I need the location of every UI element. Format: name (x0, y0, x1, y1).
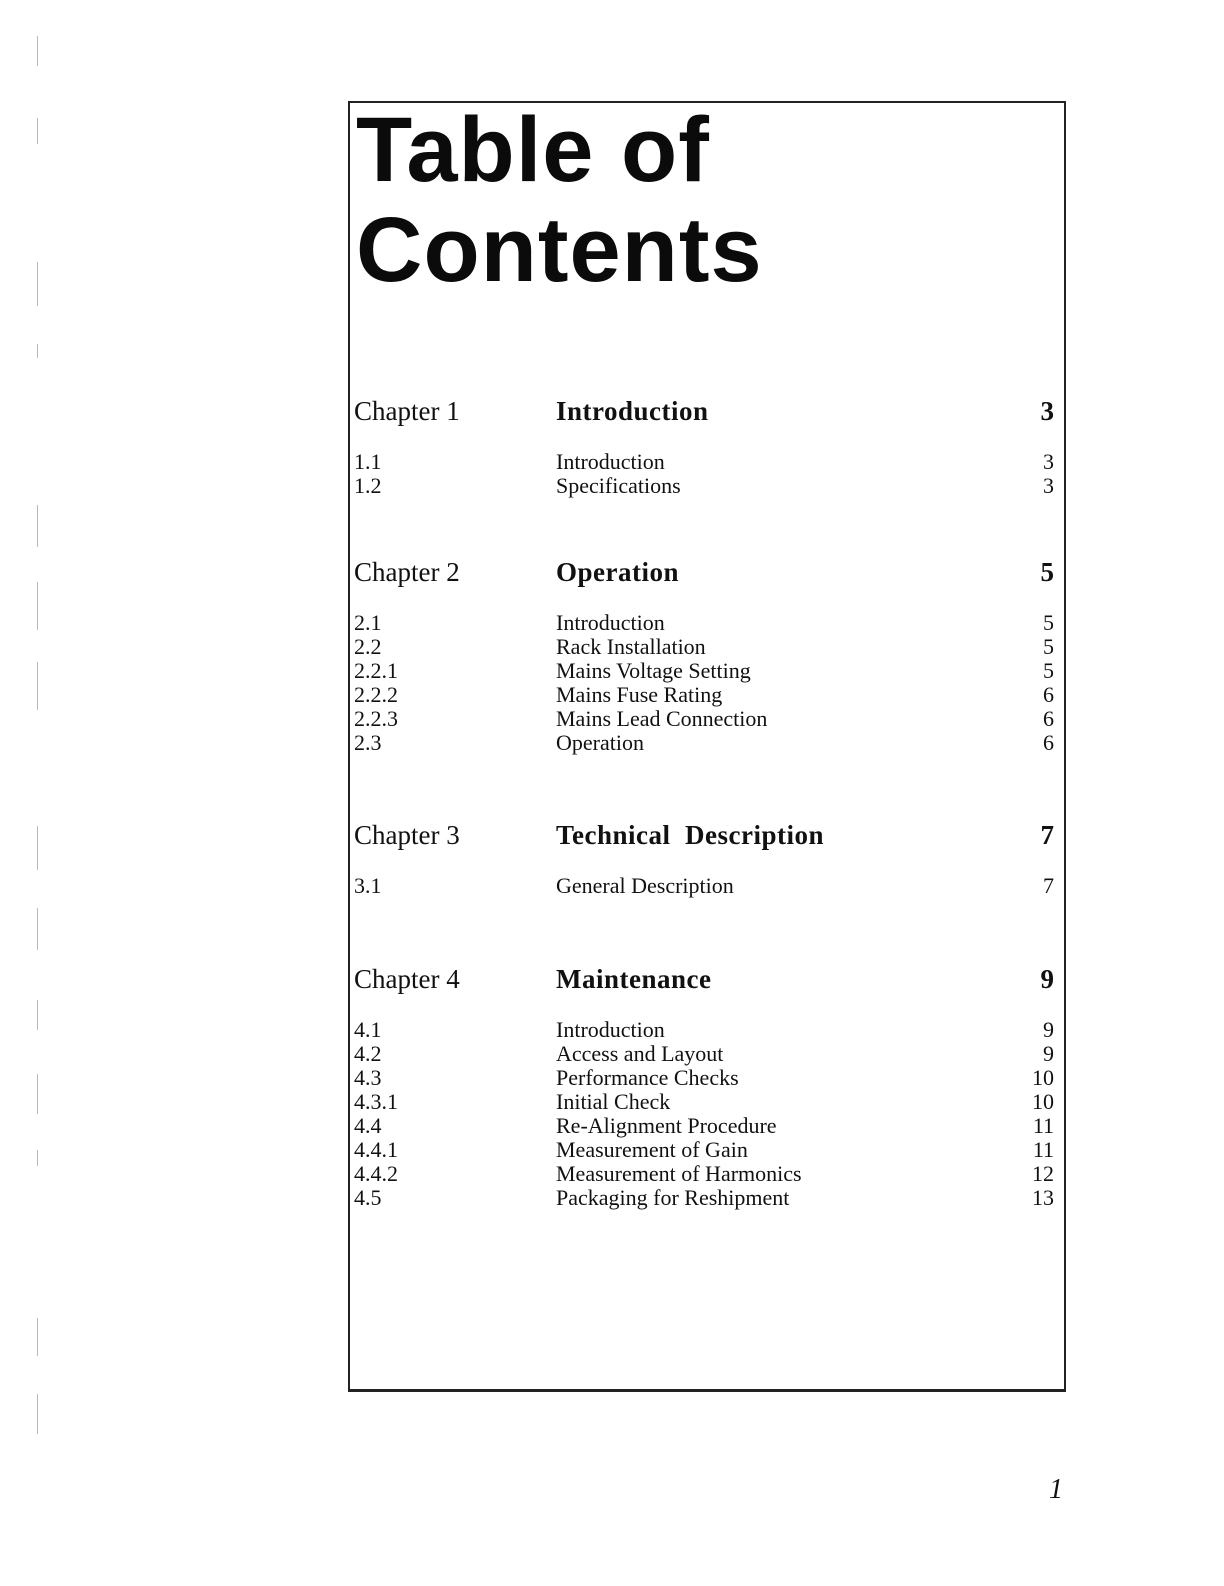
section-title: Rack Installation (556, 634, 706, 659)
section-number: 4.2 (354, 1041, 382, 1066)
chapter-page: 3 (1040, 396, 1054, 426)
chapter-title: Introduction (556, 396, 709, 426)
chapter-1 (354, 394, 1054, 498)
section-page: 10 (1032, 1089, 1054, 1114)
chapter-title: Maintenance (556, 964, 712, 994)
section-number: 4.3.1 (354, 1089, 398, 1114)
section-title: Introduction (556, 1017, 665, 1042)
section-list (354, 611, 1054, 755)
section-title: Packaging for Reshipment (556, 1185, 790, 1210)
toc-entry (354, 474, 1054, 498)
chapter-label: Chapter 2 (354, 557, 460, 587)
section-page: 11 (1032, 1137, 1054, 1162)
section-number: 2.2.3 (354, 706, 398, 731)
section-number: 4.4.1 (354, 1137, 398, 1162)
section-title: Access and Layout (556, 1041, 724, 1066)
section-page: 3 (1043, 449, 1054, 474)
section-title: Measurement of Gain (556, 1137, 748, 1162)
section-title: Mains Voltage Setting (556, 658, 751, 683)
section-page: 10 (1032, 1065, 1054, 1090)
section-page: 6 (1043, 682, 1054, 707)
section-page: 6 (1043, 730, 1054, 755)
section-title: Re-Alignment Procedure (556, 1113, 777, 1138)
section-page: 5 (1043, 610, 1054, 635)
chapter-title: Technical Description (556, 820, 825, 850)
title-line-2: Contents (356, 199, 763, 301)
section-number: 2.3 (354, 730, 382, 755)
section-list (354, 1018, 1054, 1210)
toc-entry (354, 1090, 1054, 1114)
toc-entry (354, 874, 1054, 898)
chapter-label: Chapter 3 (354, 820, 460, 850)
toc-entry (354, 659, 1054, 683)
section-page: 9 (1043, 1017, 1054, 1042)
section-title: Specifications (556, 473, 681, 498)
chapter-page: 5 (1040, 557, 1054, 587)
section-number: 2.2.1 (354, 658, 398, 683)
section-title: General Description (556, 873, 734, 898)
chapter-label: Chapter 4 (354, 964, 460, 994)
section-number: 1.1 (354, 449, 382, 474)
toc-entry (354, 1114, 1054, 1138)
toc-entry (354, 731, 1054, 755)
chapter-page: 9 (1040, 964, 1054, 994)
chapter-title: Operation (556, 557, 679, 587)
section-page: 9 (1043, 1041, 1054, 1066)
scan-edge-marks (0, 0, 60, 1586)
section-number: 2.2.2 (354, 682, 398, 707)
section-number: 4.4.2 (354, 1161, 398, 1186)
chapter-heading (354, 962, 1054, 996)
toc-entry (354, 1042, 1054, 1066)
section-title: Measurement of Harmonics (556, 1161, 802, 1186)
section-number: 4.4 (354, 1113, 382, 1138)
toc-entry (354, 1186, 1054, 1210)
chapter-2 (354, 555, 1054, 755)
section-title: Performance Checks (556, 1065, 739, 1090)
section-title: Initial Check (556, 1089, 671, 1114)
section-page: 11 (1032, 1113, 1054, 1138)
section-page: 13 (1032, 1185, 1054, 1210)
section-page: 12 (1032, 1161, 1054, 1186)
chapter-heading (354, 818, 1054, 852)
section-list (354, 874, 1054, 898)
page-number: 1 (1049, 1474, 1063, 1505)
toc-entry (354, 635, 1054, 659)
section-number: 4.3 (354, 1065, 382, 1090)
toc-entry (354, 707, 1054, 731)
section-number: 2.2 (354, 634, 382, 659)
section-number: 2.1 (354, 610, 382, 635)
section-title: Mains Fuse Rating (556, 682, 723, 707)
chapter-4 (354, 962, 1054, 1210)
page-title (356, 100, 763, 300)
chapter-label: Chapter 1 (354, 396, 460, 426)
section-number: 4.5 (354, 1185, 382, 1210)
section-title: Mains Lead Connection (556, 706, 768, 731)
section-page: 3 (1043, 473, 1054, 498)
toc-entry (354, 683, 1054, 707)
section-title: Introduction (556, 610, 665, 635)
toc-entry (354, 450, 1054, 474)
toc-entry (354, 1138, 1054, 1162)
section-page: 7 (1043, 873, 1054, 898)
section-page: 5 (1043, 658, 1054, 683)
section-number: 1.2 (354, 473, 382, 498)
toc-entry (354, 1162, 1054, 1186)
toc-entry (354, 611, 1054, 635)
chapter-page: 7 (1040, 820, 1054, 850)
section-title: Operation (556, 730, 644, 755)
section-title: Introduction (556, 449, 665, 474)
chapter-3 (354, 818, 1054, 898)
chapter-heading (354, 394, 1054, 428)
section-page: 6 (1043, 706, 1054, 731)
section-list (354, 450, 1054, 498)
section-number: 3.1 (354, 873, 382, 898)
toc-entry (354, 1018, 1054, 1042)
section-page: 5 (1043, 634, 1054, 659)
chapter-heading (354, 555, 1054, 589)
toc-entry (354, 1066, 1054, 1090)
title-line-1: Table of (356, 99, 710, 201)
section-number: 4.1 (354, 1017, 382, 1042)
